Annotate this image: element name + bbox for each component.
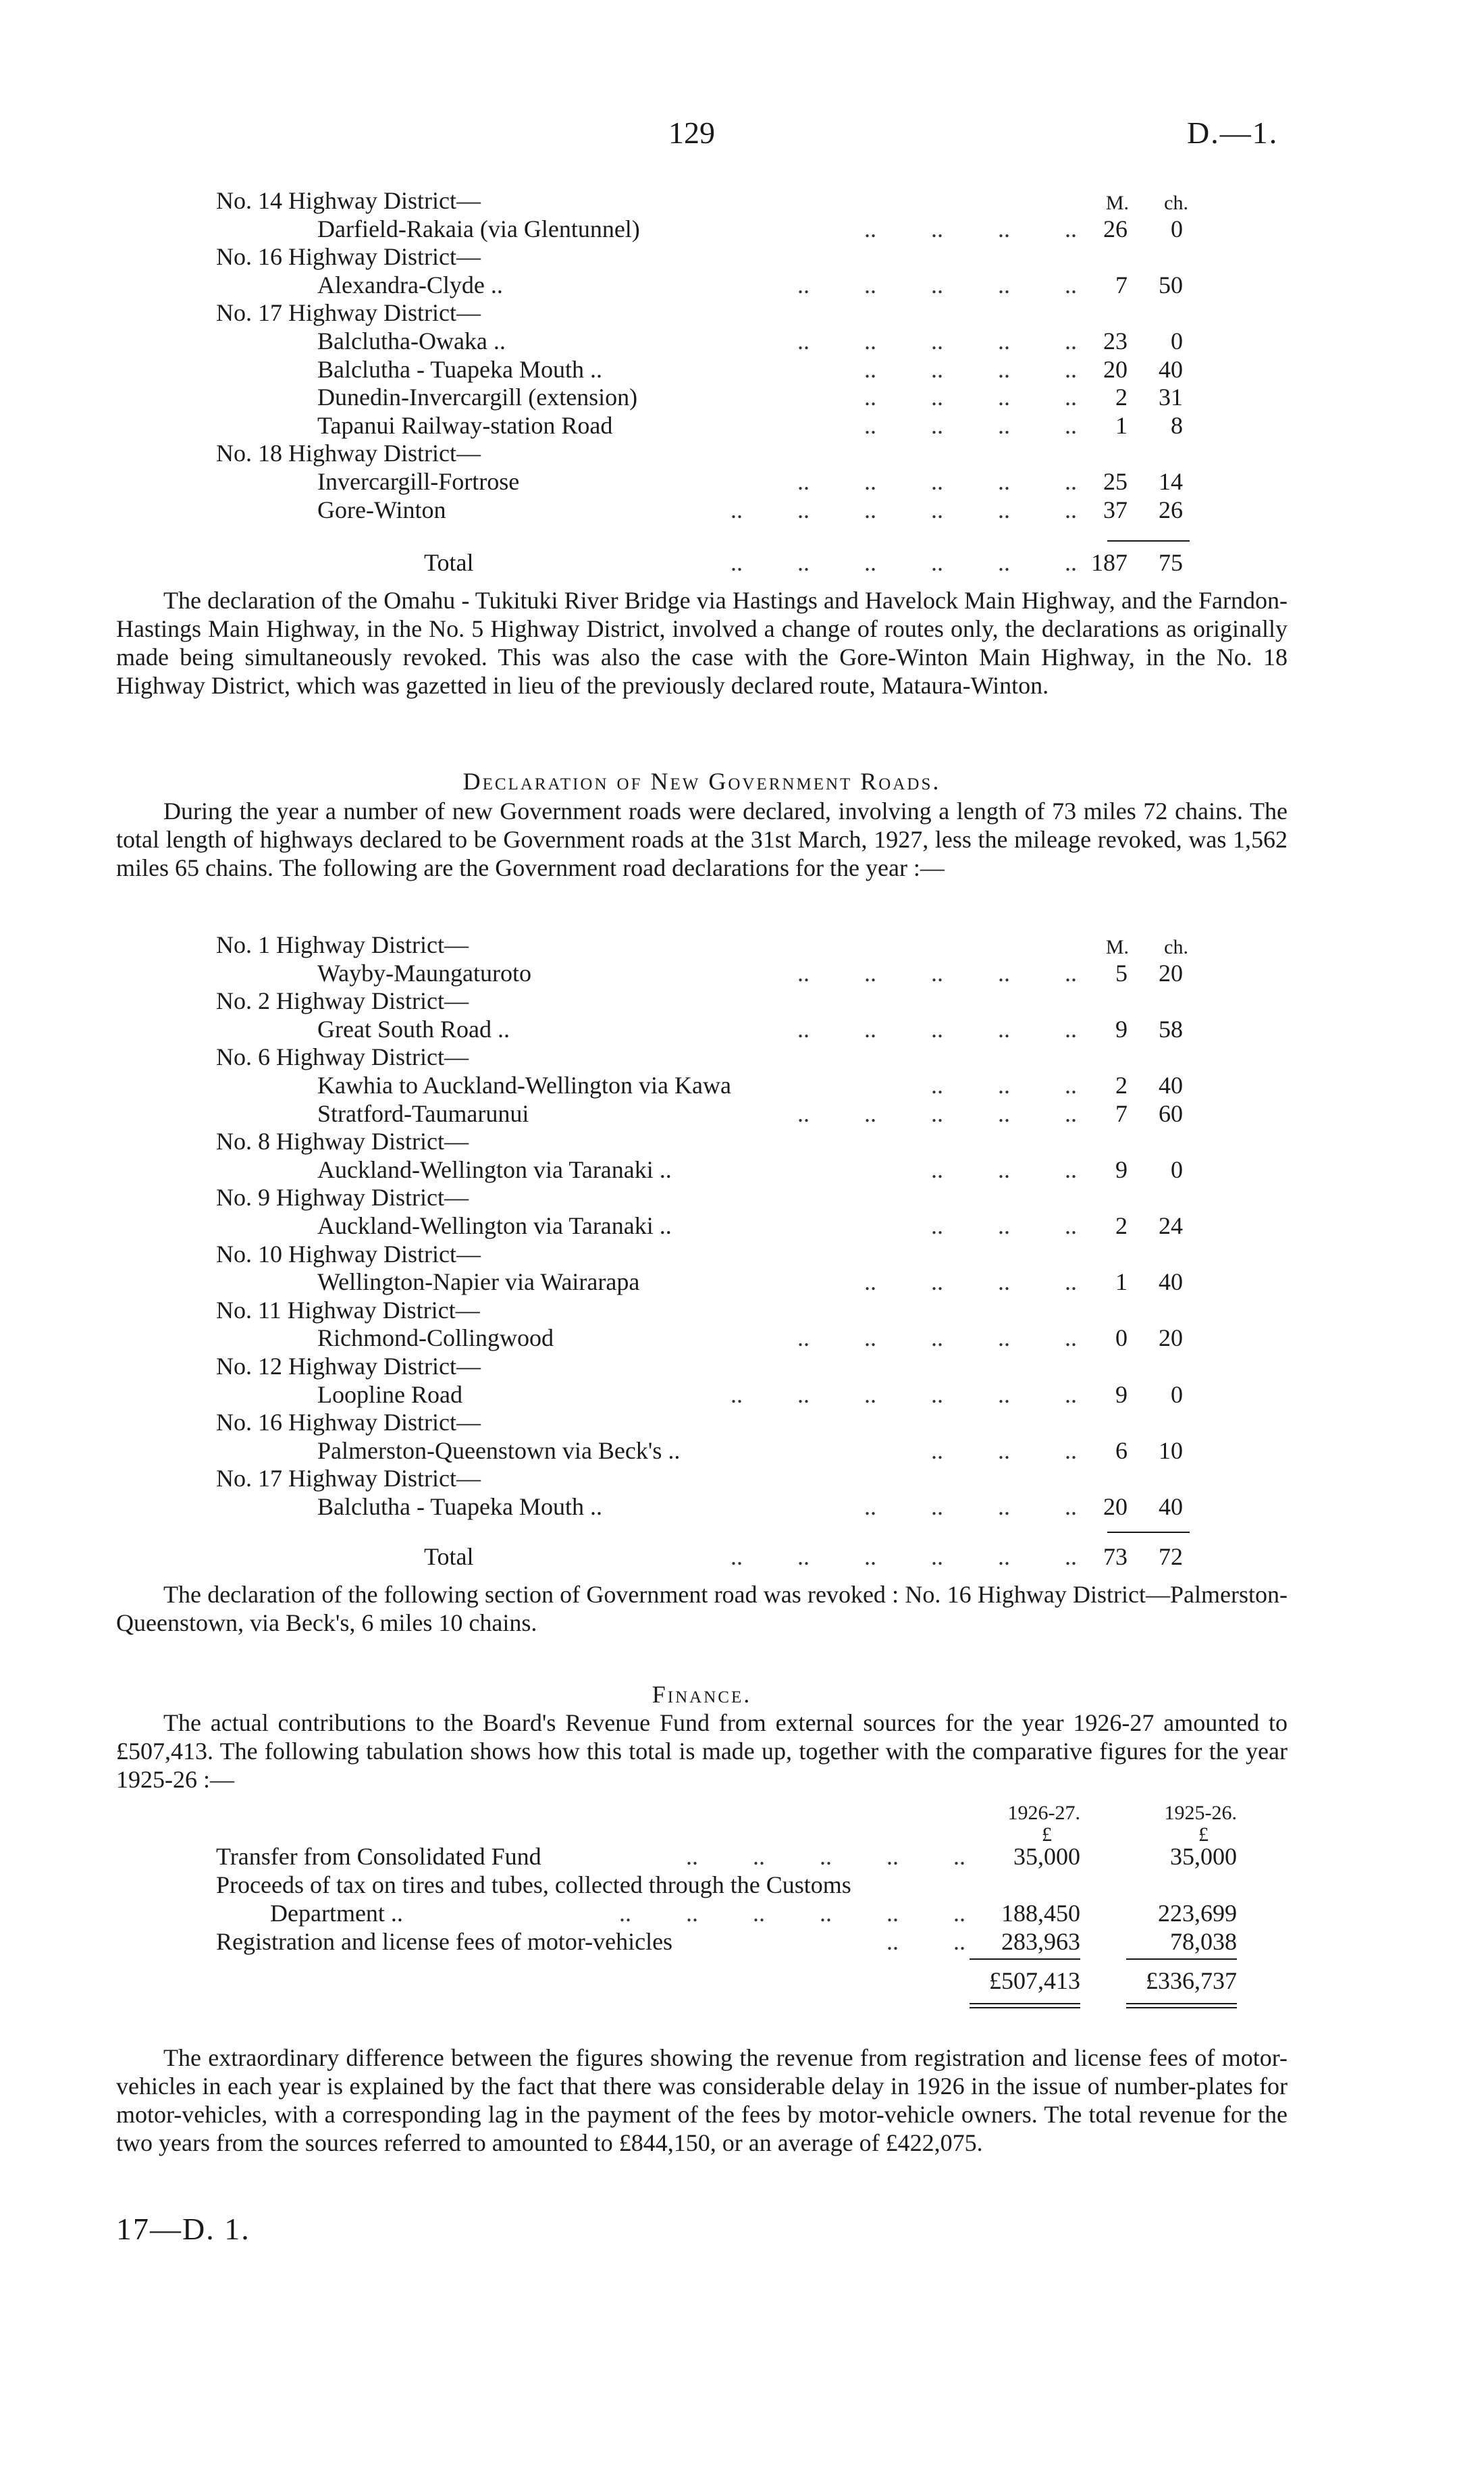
leader-dots: .. .. .. .. .. .. (731, 549, 1077, 576)
road-name: Stratford-Taumarunui (317, 1099, 529, 1127)
heading-new-government-roads: Declaration of New Government Roads. (462, 768, 941, 795)
paragraph-text: During the year a number of new Government roads were declared, involving a length of 73 miles 72 chains. The total length of highways declared to be Government roads at the 31st March, 1927, less the mileage revoked, was 1,562 miles 65 chains. The following are the Government road declarations for the year :— (116, 798, 1288, 881)
road-name: Great South Road .. (317, 1015, 510, 1043)
chains-value: 0 (1171, 328, 1183, 355)
road-name: Richmond-Collingwood (317, 1324, 554, 1352)
leader-dots: .. .. .. .. .. (797, 959, 1077, 987)
chains-value: 10 (1159, 1436, 1183, 1464)
road-name: Palmerston-Queenstown via Beck's .. (317, 1436, 681, 1464)
miles-value: 9 (1115, 1380, 1128, 1408)
paragraph-text: The extraordinary difference between the figures showing the revenue from registration and license fees of motor-vehicles in each year is explained by the fact that there was considerable delay in 1926 in the issue of number-plates for motor-vehicles, with a corresponding lag in the payment of the fees by motor-vehicle owners. The total revenue for the two years from the sources referred to amounted to £844,150, or an average of £422,075. (116, 2044, 1288, 2156)
value-1925-26: 78,038 (1170, 1928, 1237, 1955)
miles-value: 2 (1115, 1212, 1128, 1239)
road-name: Tapanui Railway-station Road (317, 411, 613, 439)
district-heading: No. 9 Highway District— (216, 1184, 469, 1212)
miles-value: 20 (1103, 355, 1128, 383)
column-header-chains: ch. (1164, 192, 1188, 214)
chains-value: 20 (1159, 1324, 1183, 1352)
leader-dots: .. .. (886, 1928, 965, 1955)
chains-value: 14 (1159, 468, 1183, 495)
miles-value: 2 (1115, 1072, 1128, 1099)
miles-value: 9 (1115, 1155, 1128, 1183)
road-name: Loopline Road (317, 1380, 462, 1408)
miles-value: 6 (1115, 1436, 1128, 1464)
leader-dots: .. .. .. .. .. .. (619, 1900, 965, 1927)
leader-dots: .. .. .. .. .. .. (731, 1543, 1077, 1570)
paragraph-revenue-explanation (116, 2044, 1288, 2157)
document-reference: D.—1. (1187, 115, 1279, 150)
leader-dots: .. .. .. .. (864, 355, 1077, 383)
district-heading: No. 17 Highway District— (216, 299, 481, 327)
column-header-1925-26: 1925-26. (1164, 1802, 1237, 1824)
road-name: Darfield-Rakaia (via Glentunnel) (317, 215, 640, 242)
total-1926-27: £507,413 (989, 1967, 1080, 1994)
district-heading: No. 2 Highway District— (216, 987, 469, 1015)
district-heading: No. 16 Highway District— (216, 1409, 481, 1436)
column-header-miles: M. (1105, 936, 1129, 958)
leader-dots: .. .. .. .. (864, 384, 1077, 411)
miles-value: 20 (1103, 1493, 1128, 1520)
subtotal-rule-1 (970, 1958, 1080, 1960)
value-1925-26: 223,699 (1158, 1900, 1237, 1927)
miles-value: 5 (1115, 959, 1128, 987)
paragraph-text: The declaration of the following section of Government road was revoked : No. 16 Highway District—Palmerston-Queenstown, via Beck's, 6 miles 10 chains. (116, 1581, 1288, 1636)
total-label: Total (424, 549, 474, 576)
total-miles: 187 (1091, 549, 1128, 576)
miles-value: 0 (1115, 1324, 1128, 1352)
chains-value: 58 (1159, 1015, 1183, 1043)
leader-dots: .. .. .. .. (864, 1493, 1077, 1520)
chains-value: 8 (1171, 411, 1183, 439)
chains-value: 0 (1171, 215, 1183, 242)
district-heading: No. 14 Highway District— (216, 187, 481, 214)
miles-value: 1 (1115, 1268, 1128, 1296)
column-header-chains: ch. (1164, 936, 1188, 958)
miles-value: 9 (1115, 1015, 1128, 1043)
double-rule-2a (1126, 2003, 1237, 2004)
leader-dots: .. .. .. .. .. (686, 1843, 965, 1870)
miles-value: 1 (1115, 411, 1128, 439)
leader-dots: .. .. .. .. .. .. (731, 1380, 1077, 1408)
page-number: 129 (668, 115, 715, 150)
leader-dots: .. .. .. .. .. .. (731, 496, 1077, 523)
leader-dots: .. .. .. .. .. (797, 1324, 1077, 1352)
road-name: Kawhia to Auckland-Wellington via Kawa (317, 1072, 731, 1099)
leader-dots: .. .. .. .. (864, 215, 1077, 242)
leader-dots: .. .. .. .. .. (797, 1099, 1077, 1127)
miles-value: 37 (1103, 496, 1128, 523)
district-heading: No. 18 Highway District— (216, 440, 481, 467)
miles-value: 7 (1115, 271, 1128, 298)
road-name: Balclutha-Owaka .. (317, 328, 506, 355)
chains-value: 26 (1159, 496, 1183, 523)
leader-dots: .. .. .. (931, 1436, 1077, 1464)
total-1925-26: £336,737 (1146, 1967, 1237, 1994)
district-heading: No. 11 Highway District— (216, 1296, 480, 1324)
road-name: Invercargill-Fortrose (317, 468, 520, 495)
paragraph-text: The actual contributions to the Board's Revenue Fund from external sources for the year 1926-27 amounted to £507,413. The following tabulation shows how this total is made up, together with the comparative figures for the year 1925-26 :— (116, 1709, 1288, 1793)
chains-value: 0 (1171, 1155, 1183, 1183)
road-name: Auckland-Wellington via Taranaki .. (317, 1155, 672, 1183)
chains-value: 50 (1159, 271, 1183, 298)
road-name: Balclutha - Tuapeka Mouth .. (317, 355, 602, 383)
subtotal-rule-2 (1126, 1958, 1237, 1960)
road-name: Gore-Winton (317, 496, 446, 523)
road-name: Wellington-Napier via Wairarapa (317, 1268, 640, 1296)
total-chains: 75 (1159, 549, 1183, 576)
road-name: Auckland-Wellington via Taranaki .. (317, 1212, 672, 1239)
value-1926-27: 35,000 (1013, 1843, 1080, 1870)
road-name: Alexandra-Clyde .. (317, 271, 503, 298)
double-rule-2b (1126, 2007, 1237, 2008)
leader-dots: .. .. .. .. .. (797, 271, 1077, 298)
total-label: Total (424, 1543, 474, 1570)
double-rule-1a (970, 2003, 1080, 2004)
value-1926-27: 188,450 (1001, 1900, 1080, 1927)
double-rule-1b (970, 2007, 1080, 2008)
finance-row-label: Department .. (270, 1900, 403, 1927)
finance-row-label: Registration and license fees of motor-vehicles (216, 1928, 673, 1955)
road-name: Wayby-Maungaturoto (317, 959, 532, 987)
chains-value: 60 (1159, 1099, 1183, 1127)
chains-value: 40 (1159, 1268, 1183, 1296)
miles-value: 26 (1103, 215, 1128, 242)
chains-value: 24 (1159, 1212, 1183, 1239)
district-heading: No. 10 Highway District— (216, 1240, 481, 1268)
unit-pound-1: £ (1042, 1823, 1052, 1846)
miles-value: 25 (1103, 468, 1128, 495)
unit-pound-2: £ (1198, 1823, 1209, 1846)
road-name: Balclutha - Tuapeka Mouth .. (317, 1493, 602, 1520)
district-heading: No. 6 Highway District— (216, 1043, 469, 1071)
finance-row-label: Transfer from Consolidated Fund (216, 1843, 541, 1870)
leader-dots: .. .. .. .. .. (797, 468, 1077, 495)
district-heading: No. 16 Highway District— (216, 243, 481, 271)
miles-value: 7 (1115, 1099, 1128, 1127)
column-header-1926-27: 1926-27. (1007, 1802, 1080, 1824)
paragraph-text: The declaration of the Omahu - Tukituki River Bridge via Hastings and Havelock Main Highway, and the Farndon-Hastings Main Highway, in the No. 5 Highway District, involved a change of routes only, the declarations as originally made being simultaneously revoked. This was also the case with the Gore-Winton Main Highway, in the No. 18 Highway District, which was gazetted in lieu of the previously declared route, Mataura-Winton. (116, 587, 1288, 699)
total-chains: 72 (1159, 1543, 1183, 1570)
column-header-miles: M. (1105, 192, 1129, 214)
leader-dots: .. .. .. (931, 1072, 1077, 1099)
page-footer-signature: 17—D. 1. (116, 2212, 250, 2246)
finance-row-label: Proceeds of tax on tires and tubes, collected through the Customs (216, 1871, 851, 1898)
road-name: Dunedin-Invercargill (extension) (317, 384, 638, 411)
leader-dots: .. .. .. .. .. (797, 1015, 1077, 1043)
total-miles: 73 (1103, 1543, 1128, 1570)
chains-value: 40 (1159, 1072, 1183, 1099)
miles-value: 23 (1103, 328, 1128, 355)
leader-dots: .. .. .. .. (864, 411, 1077, 439)
value-1926-27: 283,963 (1001, 1928, 1080, 1955)
district-heading: No. 8 Highway District— (216, 1128, 469, 1155)
chains-value: 31 (1159, 384, 1183, 411)
leader-dots: .. .. .. (931, 1212, 1077, 1239)
district-heading: No. 1 Highway District— (216, 931, 469, 958)
chains-value: 40 (1159, 1493, 1183, 1520)
miles-value: 2 (1115, 384, 1128, 411)
leader-dots: .. .. .. .. .. (797, 328, 1077, 355)
chains-value: 0 (1171, 1380, 1183, 1408)
chains-value: 20 (1159, 959, 1183, 987)
leader-dots: .. .. .. .. (864, 1268, 1077, 1296)
chains-value: 40 (1159, 355, 1183, 383)
district-heading: No. 17 Highway District— (216, 1465, 481, 1492)
leader-dots: .. .. .. (931, 1155, 1077, 1183)
value-1925-26: 35,000 (1170, 1843, 1237, 1870)
heading-finance: Finance. (652, 1681, 752, 1708)
district-heading: No. 12 Highway District— (216, 1353, 481, 1380)
